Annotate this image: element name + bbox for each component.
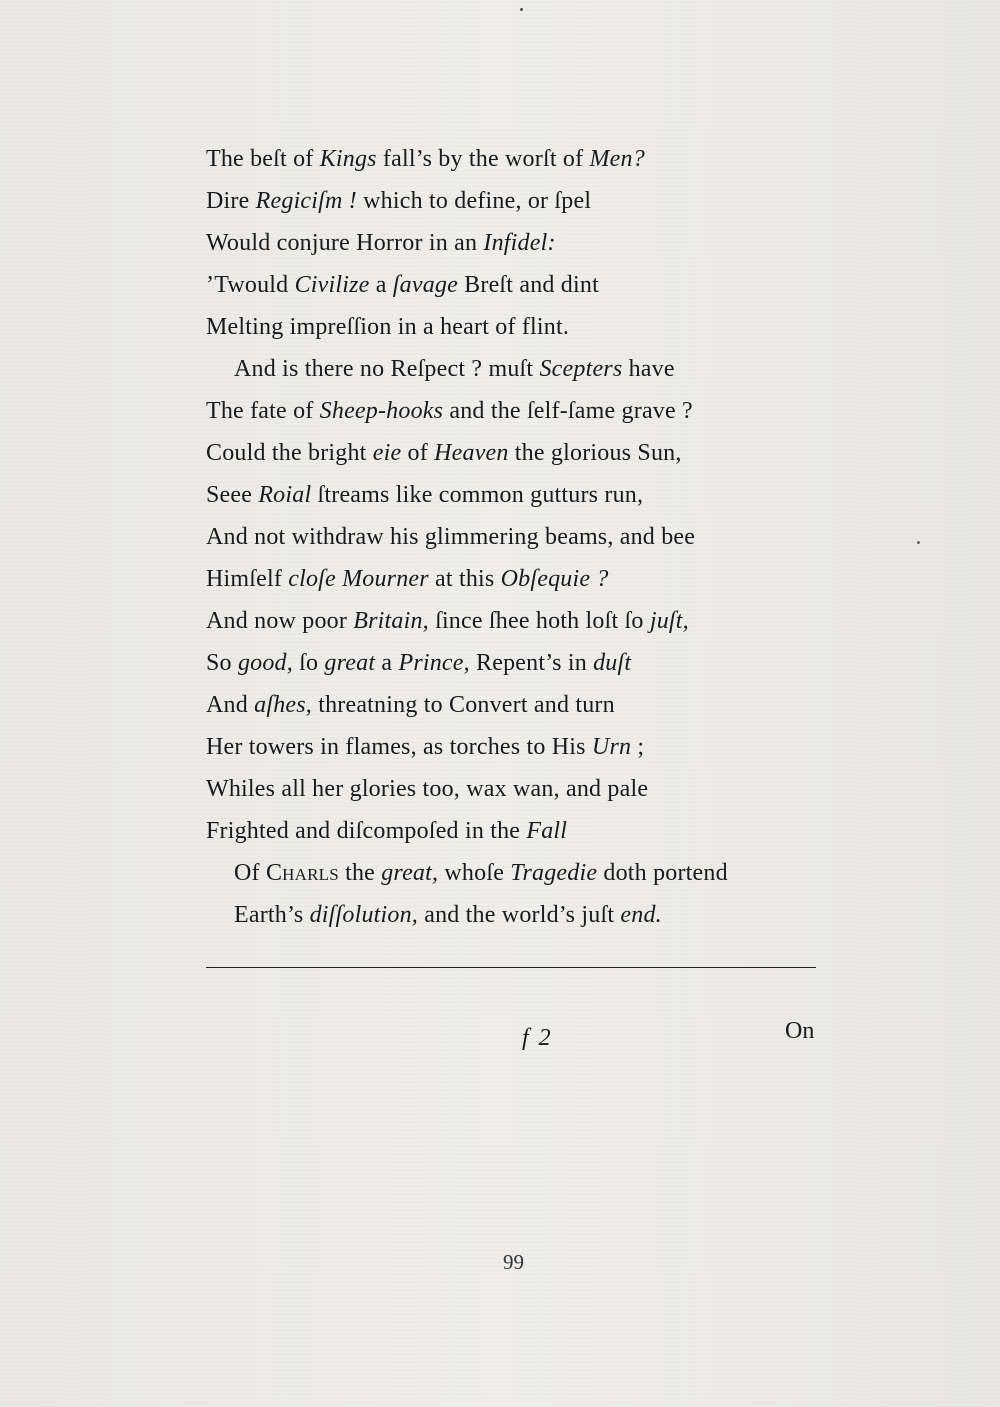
- poem-italic-segment: Sheep-hooks: [319, 398, 444, 424]
- poem-text-segment: the: [338, 860, 382, 886]
- poem-line: [206, 396, 693, 426]
- poem-line: [206, 564, 609, 594]
- poem-text-segment: which to define, or ſpel: [356, 188, 592, 214]
- poem-italic-segment: great: [324, 650, 376, 676]
- poem-italic-segment: Obſequie ?: [500, 566, 609, 592]
- poem-text-segment: ſtreams like common gutturs run,: [311, 482, 644, 508]
- poem-text-segment: Of: [234, 860, 266, 886]
- poem-line: [206, 774, 648, 804]
- poem-text-segment: a: [375, 650, 399, 676]
- poem-italic-segment: end.: [620, 902, 662, 928]
- poem-text-segment: Dire: [206, 188, 256, 214]
- poem-line: [206, 144, 645, 174]
- poem-text-segment: And: [206, 692, 255, 718]
- poem-line: [234, 354, 675, 384]
- poem-text-segment: Breſt and dint: [457, 272, 599, 298]
- poem-italic-segment: eie: [372, 440, 402, 466]
- poem-text-segment: The beſt of: [206, 146, 320, 172]
- poem-line: [206, 480, 643, 510]
- poem-text-segment: at this: [428, 566, 501, 592]
- poem-italic-segment: Civilize: [294, 272, 370, 298]
- poem-line: [206, 228, 556, 258]
- poem-italic-segment: Urn: [591, 734, 632, 760]
- poem-italic-segment: Britain,: [353, 608, 429, 634]
- poem-smallcaps-segment: Charls: [265, 860, 339, 886]
- poem-text-segment: and the world’s juſt: [418, 902, 621, 928]
- poem-italic-segment: Kings: [319, 146, 377, 172]
- poem-text-segment: Melting impreſſion in a heart of flint.: [206, 314, 570, 340]
- signature-mark: f 2: [522, 1025, 553, 1051]
- ink-speck: [520, 8, 523, 11]
- poem-text-segment: have: [622, 356, 675, 382]
- poem-text-segment: ;: [631, 734, 645, 760]
- poem-text-segment: whoſe: [438, 860, 511, 886]
- poem-text-segment: ſo: [292, 650, 325, 676]
- poem-text-segment: Earth’s: [234, 902, 310, 928]
- poem-line: [206, 732, 644, 762]
- poem-italic-segment: Men?: [589, 146, 645, 172]
- poem-line: [206, 522, 695, 552]
- poem-text-segment: Himſelf: [206, 566, 289, 592]
- poem-italic-segment: good,: [237, 650, 293, 676]
- poem-line: [206, 312, 569, 342]
- poem-text-segment: of: [401, 440, 435, 466]
- poem-text-segment: the glorious Sun,: [508, 440, 682, 466]
- poem-text-segment: a: [369, 272, 393, 298]
- poem-line: [206, 270, 599, 300]
- poem-line: [206, 816, 567, 846]
- poem-italic-segment: Scepters: [539, 356, 623, 382]
- poem-line: [234, 900, 662, 930]
- poem-text-segment: Frighted and diſcompoſed in the: [206, 818, 527, 844]
- poem-italic-segment: Roial: [258, 482, 312, 508]
- poem-text-segment: ſince ſhee hoth loſt ſo: [428, 608, 650, 634]
- catchword: On: [785, 1018, 815, 1044]
- poem-italic-segment: Tragedie: [510, 860, 598, 886]
- poem-line: [206, 438, 682, 468]
- poem-line: [206, 690, 615, 720]
- poem-text-segment: Seee: [206, 482, 259, 508]
- poem-text-segment: And not withdraw his glimmering beams, and bee: [206, 524, 696, 550]
- page-number: 99: [503, 1250, 524, 1274]
- poem-italic-segment: ſavage: [392, 272, 458, 298]
- poem-line: [234, 858, 728, 888]
- poem-italic-segment: juſt,: [649, 608, 689, 634]
- poem-text-segment: So: [206, 650, 238, 676]
- poem-line: [206, 606, 689, 636]
- poem-italic-segment: aſhes,: [254, 692, 313, 718]
- poem-text-segment: And now poor: [206, 608, 354, 634]
- poem-line: [206, 186, 591, 216]
- poem-text-segment: Repent’s in: [469, 650, 594, 676]
- ink-speck: [917, 541, 920, 544]
- poem-text-segment: fall’s by the worſt of: [376, 146, 590, 172]
- poem-italic-segment: cloſe Mourner: [288, 566, 429, 592]
- poem-italic-segment: diſſolution,: [309, 902, 419, 928]
- poem-text-segment: doth portend: [597, 860, 728, 886]
- poem-italic-segment: Heaven: [434, 440, 509, 466]
- poem-text-segment: The fate of: [206, 398, 320, 424]
- poem-italic-segment: Regiciſm !: [255, 188, 357, 214]
- poem-italic-segment: duſt: [593, 650, 632, 676]
- poem-italic-segment: Infidel:: [483, 230, 556, 256]
- poem-text-segment: ’Twould: [206, 272, 295, 298]
- poem-italic-segment: Prince,: [398, 650, 470, 676]
- poem-italic-segment: great,: [381, 860, 439, 886]
- poem-line: [206, 648, 631, 678]
- poem-text-segment: Her towers in flames, as torches to His: [206, 734, 592, 760]
- poem-text-segment: Would conjure Horror in an: [206, 230, 484, 256]
- poem-text-segment: Whiles all her glories too, wax wan, and pale: [206, 776, 649, 802]
- poem-text-segment: and the ſelf-ſame grave ?: [443, 398, 693, 424]
- poem-text-segment: threatning to Convert and turn: [312, 692, 615, 718]
- poem-text-segment: And is there no Reſpect ? muſt: [234, 356, 540, 382]
- poem-text-segment: Could the bright: [206, 440, 373, 466]
- horizontal-rule: [206, 967, 816, 968]
- poem-italic-segment: Fall: [526, 818, 568, 844]
